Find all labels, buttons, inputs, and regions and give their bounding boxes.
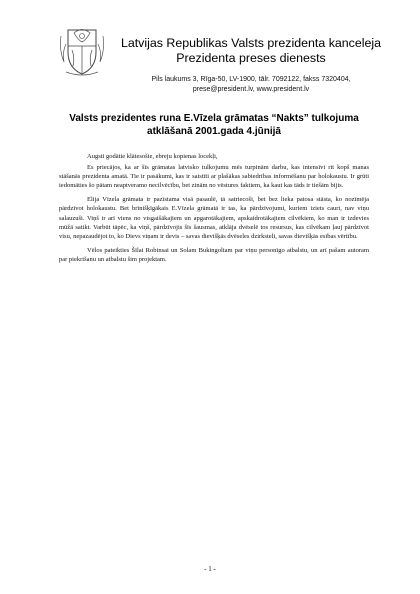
contact-web: prese@president.lv, www.president.lv — [192, 85, 310, 93]
org-name: Latvijas Republikas Valsts prezidenta kanceleja — [120, 36, 382, 50]
contact-address: Pils laukums 3, Rīga-50, LV-1900, tālr. 7092122, fakss 7320404, — [151, 76, 351, 83]
title-line-2: atklāšanā 2001.gada 4.jūnijā — [147, 126, 281, 137]
org-department: Prezidenta preses dienests — [176, 51, 326, 65]
page-number: - 1 - — [204, 565, 216, 573]
paragraph: Vēlos pateikties Šīlai Robinsai un Solam Bukingoltam par viņu personīgo atbalstu, un arī pašam autoram par piekrišanu un atbalstu šim projektam. — [59, 246, 369, 263]
coat-of-arms-icon — [58, 22, 106, 78]
paragraph: Es priecājos, ka ar šīs grāmatas latvisko tulkojumu mēs turpinām darbu, kas intensīvi rit kopš manas stāšanās prezidenta amatā. Tie ir pasākumi, kas ir saistīti ar plašākas sabiedrības informēšanu par holokaustu. Ir grūti iedomāties šo pātam neaptveramo necilvēcību, bet zinām no vēstures faktiem, ka kaut kas tāds ir tiešām bijis. — [59, 164, 369, 190]
document-title — [60, 112, 368, 138]
paragraph: Elija Vīzela grāmata ir pazīstama visā pasaulē, tā satriecoši, bet bez lieka patosa stāsta, ko nozīmēja pārdzīvot holokaustu. Bet brīnišķīgākais E.Vīzela grāmatā ir tas, ka pārdzīvojumi, kuriem iziets cauri, nav viņu salauzuši. Viņš ir arī viens no visgaišākajiem un apgarotākajiem, apskaidrotākajiem cilvēkiem, ko man ir izdevies mūžā satikt. Varbūt tāpēc, ka viņš, pārdzīvojis šīs šausmas, atklāja dvēselē tos resursus, kas cilvēkam ļauj pārdzīvot visu, nepazaudējot to, ko Dievs viņam ir devis – savas dievišķās dvēseles dzirksteli, savas dievišķās esības vērtību. — [59, 196, 369, 240]
letterhead — [116, 36, 386, 94]
speech-body — [59, 152, 369, 269]
contact-info — [116, 75, 386, 94]
salutation: Augsti godātie klātesošie, ebreju kopienas locekļi, — [87, 153, 218, 160]
title-line-1: Valsts prezidentes runa E.Vīzela grāmatas “Nakts” tulkojuma — [69, 113, 359, 124]
